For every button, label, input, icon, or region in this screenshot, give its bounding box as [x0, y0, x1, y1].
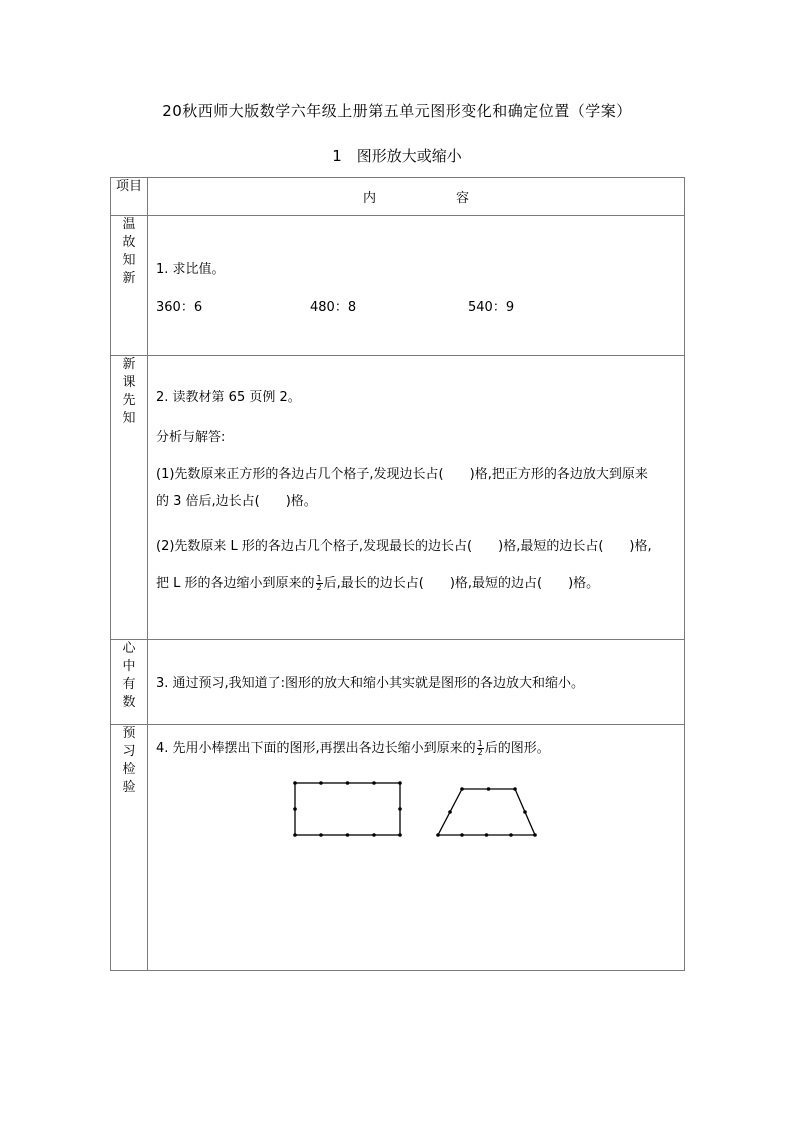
- stick-joint: [346, 781, 350, 785]
- stick-joint: [293, 781, 297, 785]
- mind-label-cell: [111, 640, 148, 725]
- stick-joint: [485, 833, 489, 837]
- new-lesson-content: [148, 356, 685, 640]
- analysis-heading: 分析与解答:: [156, 430, 226, 445]
- header-item-label: 项目: [115, 179, 142, 194]
- new-lesson-row: [111, 356, 685, 640]
- lesson-title: 1 图形放大或缩小: [332, 147, 462, 165]
- header-item-cell: [111, 178, 148, 216]
- check-question-end: 后的图形。: [484, 741, 550, 756]
- stick-joint: [319, 833, 323, 837]
- trapezoid-outline: [438, 789, 535, 835]
- review-label-cell: [111, 216, 148, 356]
- paragraph-2-line-2-end: 后,最长的边长占( )格,最短的边占( )格。: [323, 576, 600, 591]
- review-row: [111, 216, 685, 356]
- check-question-start: 4. 先用小棒摆出下面的图形,再摆出各边长缩小到原来的: [156, 741, 476, 756]
- rectangle-figure: [293, 781, 402, 837]
- check-question: [156, 737, 550, 757]
- new-lesson-label-cell: [111, 356, 148, 640]
- stick-joint: [398, 807, 402, 811]
- check-row: [111, 725, 685, 971]
- stick-joint: [319, 781, 323, 785]
- fraction-numerator: 1: [477, 739, 483, 748]
- fraction-denominator: 2: [316, 583, 322, 592]
- stick-joint: [460, 787, 464, 791]
- mind-row: [111, 640, 685, 725]
- document-title: 20秋西师大版数学六年级上册第五单元图形变化和确定位置（学案）: [162, 102, 632, 120]
- fraction-numerator: 1: [316, 574, 322, 583]
- trapezoid-joints: [436, 787, 537, 837]
- paragraph-2-line-2-start: 把 L 形的各边缩小到原来的: [156, 576, 315, 591]
- review-label: 温故知新: [122, 217, 136, 286]
- stick-joint: [509, 833, 513, 837]
- table-header-row: [111, 178, 685, 216]
- new-lesson-question: 2. 读教材第 65 页例 2。: [156, 390, 301, 405]
- mind-content: [148, 640, 685, 725]
- stick-joint: [372, 833, 376, 837]
- stick-joint: [398, 833, 402, 837]
- stick-joint: [293, 833, 297, 837]
- review-content: [148, 216, 685, 356]
- paragraph-2-line-2: [156, 572, 599, 592]
- fraction-one-half: [316, 575, 323, 592]
- rectangle-outline: [295, 783, 400, 835]
- stick-joint: [372, 781, 376, 785]
- stick-joint: [398, 781, 402, 785]
- lesson-table: [110, 177, 685, 971]
- stick-joint: [523, 810, 527, 814]
- check-content: [148, 725, 685, 971]
- ratio-item: 540：9: [468, 300, 515, 315]
- check-label-cell: [111, 725, 148, 971]
- stick-joint: [346, 833, 350, 837]
- stick-joint: [487, 787, 491, 791]
- paragraph-1-line-2: 的 3 倍后,边长占( )格。: [156, 494, 317, 509]
- stick-joint: [533, 833, 537, 837]
- stick-joint: [448, 810, 452, 814]
- header-content-label: 内 容: [362, 191, 487, 206]
- mind-statement: 3. 通过预习,我知道了:图形的放大和缩小其实就是图形的各边放大和缩小。: [156, 676, 585, 691]
- mind-label: 心中有数: [122, 641, 136, 710]
- stick-figures: [288, 775, 548, 845]
- paragraph-1-line-1: (1)先数原来正方形的各边占几个格子,发现边长占( )格,把正方形的各边放大到原来: [156, 467, 648, 482]
- trapezoid-figure: [436, 787, 537, 837]
- fraction-denominator: 2: [477, 748, 483, 757]
- check-label: 预习检验: [122, 726, 136, 795]
- review-question: 1. 求比值。: [156, 262, 225, 277]
- ratio-item: 360：6: [156, 300, 203, 315]
- stick-joint: [293, 807, 297, 811]
- fraction-one-half: [477, 740, 484, 757]
- stick-joint: [436, 833, 440, 837]
- rectangle-joints: [293, 781, 402, 837]
- stick-joint: [513, 787, 517, 791]
- ratio-item: 480：8: [310, 300, 357, 315]
- header-content-cell: [148, 178, 685, 216]
- stick-joint: [460, 833, 464, 837]
- new-lesson-label: 新课先知: [122, 357, 136, 426]
- paragraph-2-line-1: (2)先数原来 L 形的各边占几个格子,发现最长的边长占( )格,最短的边长占( )格,: [156, 539, 652, 554]
